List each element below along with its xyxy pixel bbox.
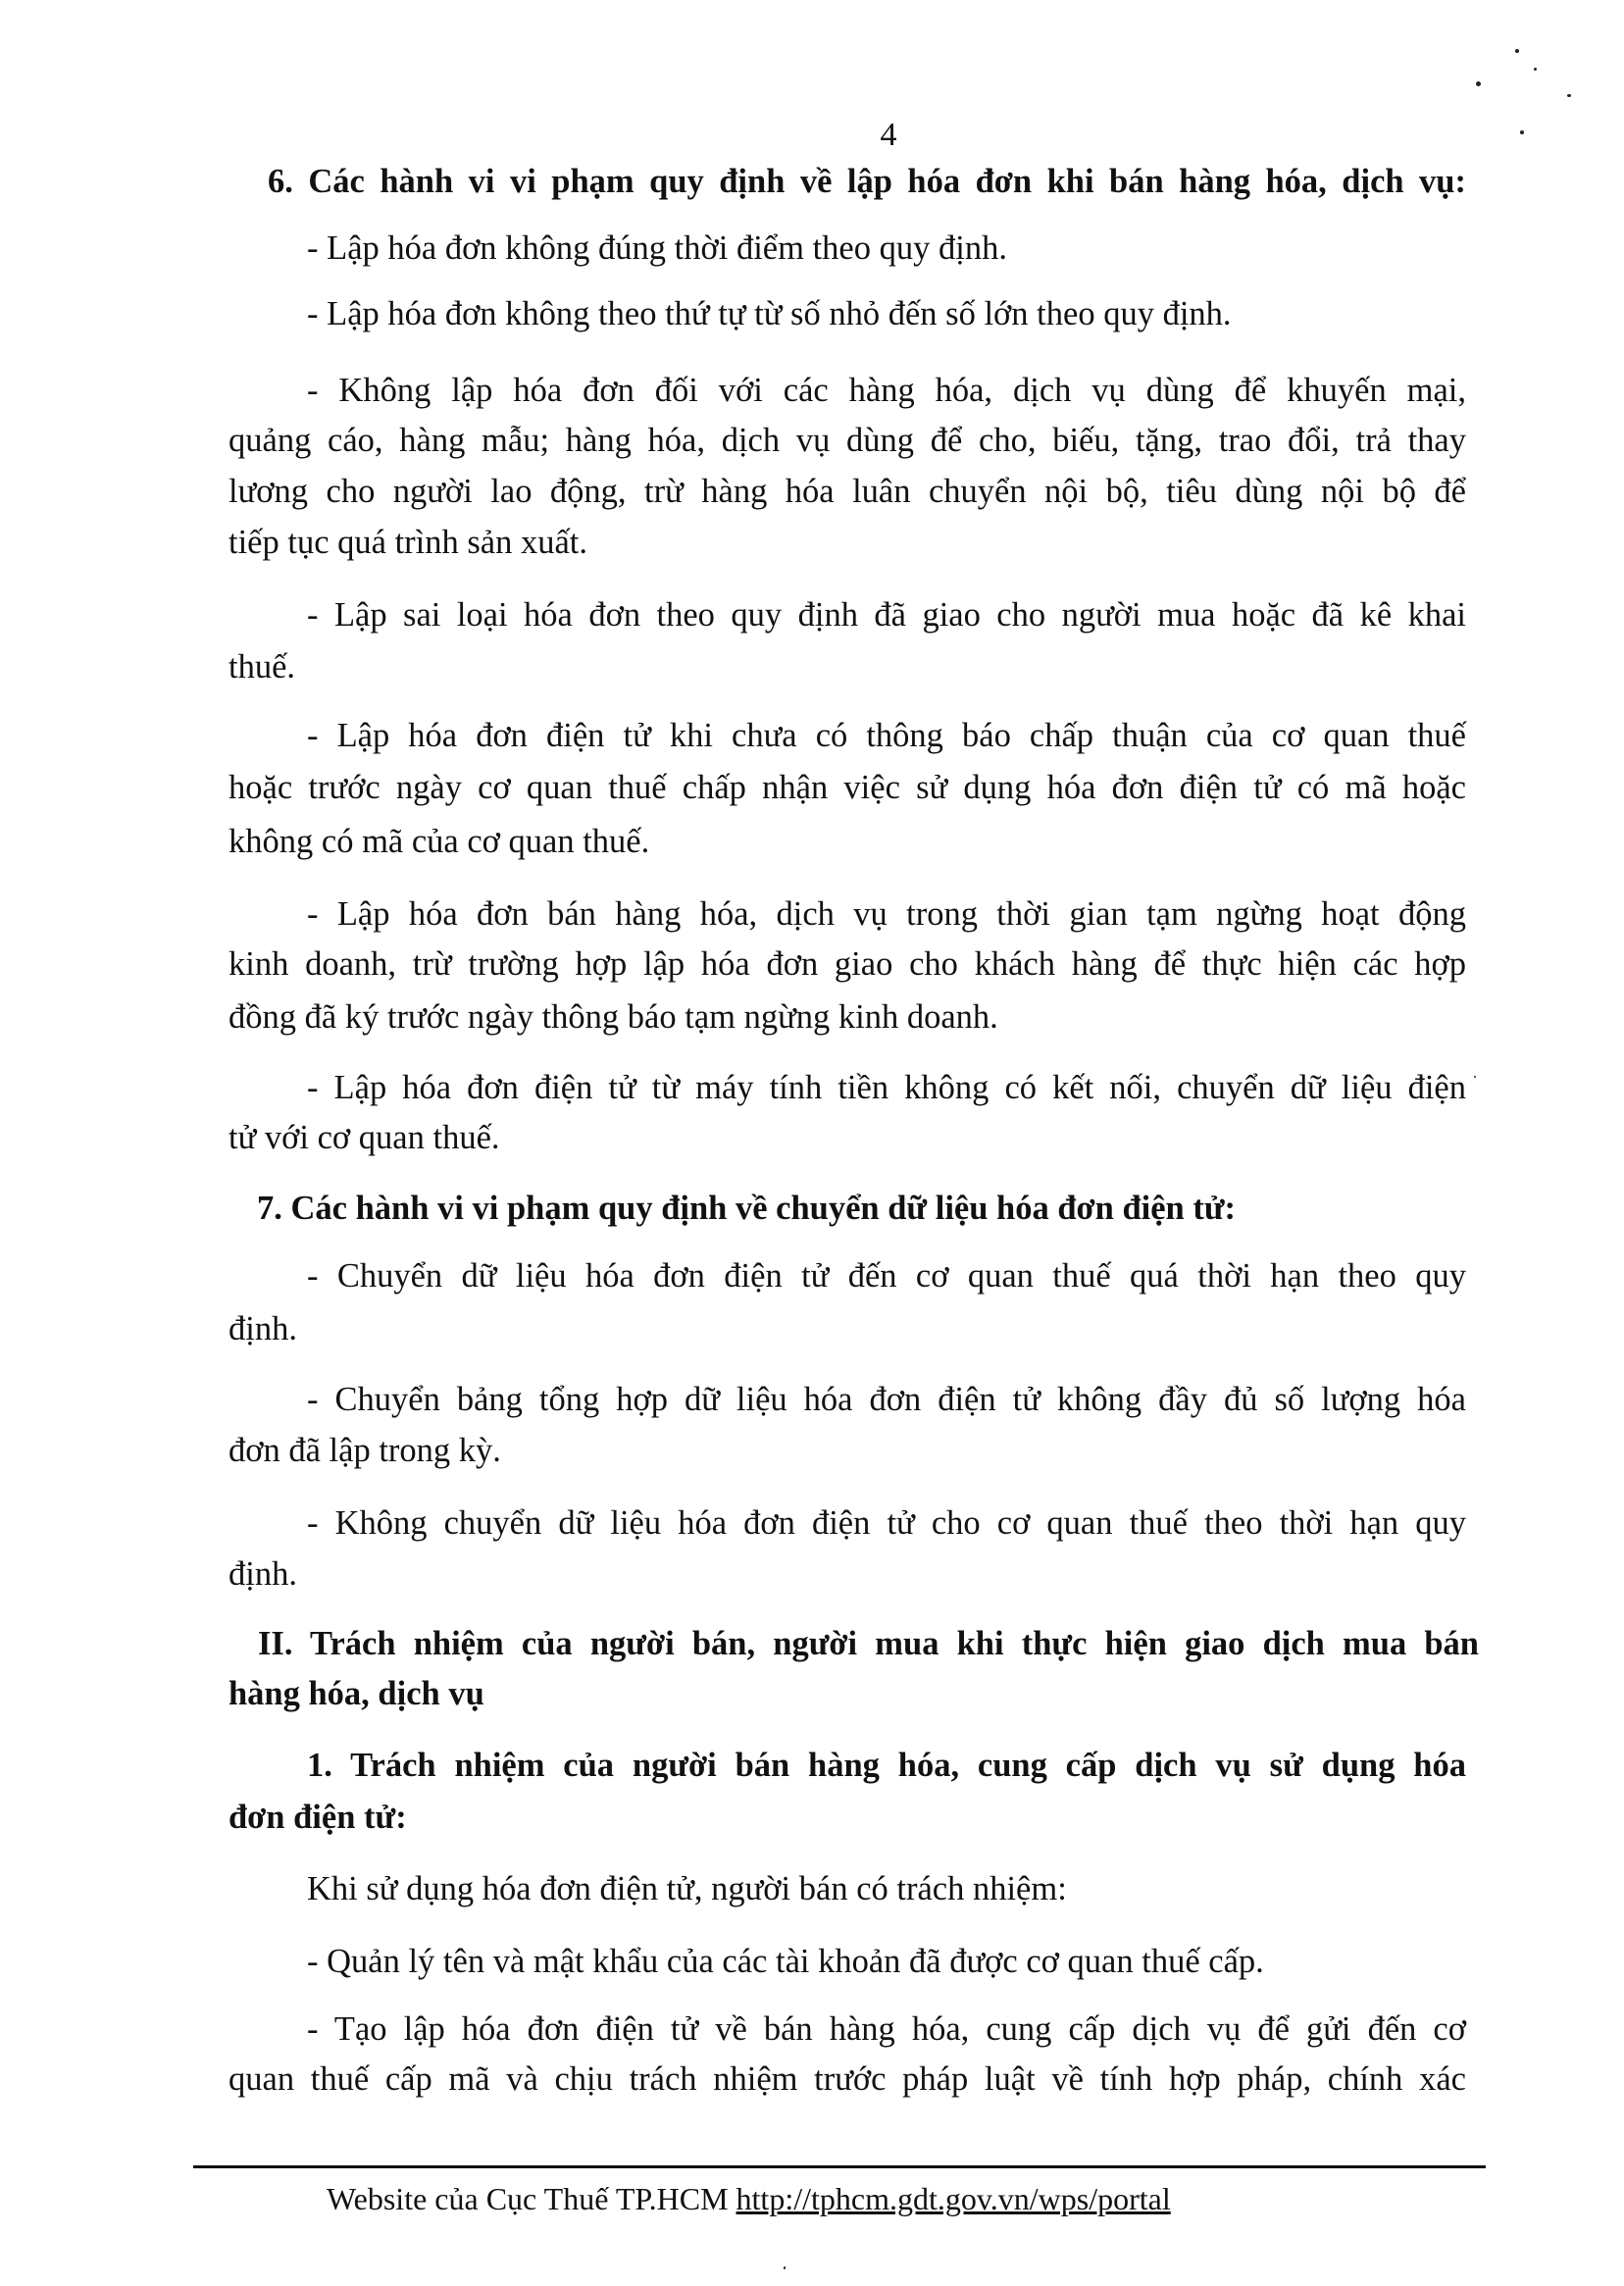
page-number: 4 (880, 117, 897, 153)
list-item: - Không chuyển dữ liệu hóa đơn điện tử cho cơ quan thuế theo thời hạn quy (307, 1504, 1466, 1542)
list-item: - Chuyển bảng tổng hợp dữ liệu hóa đơn điện tử không đầy đủ số lượng hóa (307, 1381, 1466, 1418)
section-7-heading: 7. Các hành vi vi phạm quy định về chuyển dữ liệu hóa đơn điện tử: (257, 1190, 1237, 1227)
scan-speck (1520, 130, 1524, 134)
section-6-heading: 6. Các hành vi vi phạm quy định về lập hóa đơn khi bán hàng hóa, dịch vụ: (268, 163, 1466, 200)
subsection-1-heading-continuation: đơn điện tử: (228, 1799, 407, 1836)
scan-speck (1534, 68, 1537, 71)
intro-text: Khi sử dụng hóa đơn điện tử, người bán có trách nhiệm: (307, 1870, 1067, 1907)
list-item-continuation: thuế. (228, 648, 296, 686)
list-item-continuation: quảng cáo, hàng mẫu; hàng hóa, dịch vụ dùng để cho, biếu, tặng, trao đổi, trả thay (228, 422, 1466, 459)
scan-speck (1474, 1076, 1476, 1078)
scan-speck (1476, 81, 1481, 86)
list-item: - Lập sai loại hóa đơn theo quy định đã giao cho người mua hoặc đã kê khai (307, 596, 1466, 634)
list-item: - Lập hóa đơn bán hàng hóa, dịch vụ trong thời gian tạm ngừng hoạt động (307, 895, 1466, 933)
scan-speck (1567, 94, 1571, 97)
list-item: - Lập hóa đơn không đúng thời điểm theo quy định. (307, 229, 1007, 267)
footer-website-link[interactable]: http://tphcm.gdt.gov.vn/wps/portal (736, 2181, 1171, 2216)
list-item: - Lập hóa đơn điện tử từ máy tính tiền không có kết nối, chuyển dữ liệu điện (307, 1069, 1466, 1106)
scan-speck (784, 2266, 786, 2269)
list-item-continuation: không có mã của cơ quan thuế. (228, 823, 650, 860)
list-item-continuation: hoặc trước ngày cơ quan thuế chấp nhận việc sử dụng hóa đơn điện tử có mã hoặc (228, 769, 1466, 806)
list-item-continuation: đồng đã ký trước ngày thông báo tạm ngừng kinh doanh. (228, 998, 998, 1036)
list-item: - Tạo lập hóa đơn điện tử về bán hàng hóa, cung cấp dịch vụ để gửi đến cơ (307, 2010, 1466, 2048)
list-item: - Lập hóa đơn điện tử khi chưa có thông báo chấp thuận của cơ quan thuế (307, 717, 1466, 754)
list-item-continuation: tiếp tục quá trình sản xuất. (228, 524, 587, 561)
list-item-continuation: lương cho người lao động, trừ hàng hóa luân chuyển nội bộ, tiêu dùng nội bộ để (228, 473, 1466, 510)
scan-speck (1515, 49, 1519, 53)
section-II-heading: II. Trách nhiệm của người bán, người mua khi thực hiện giao dịch mua bán (258, 1625, 1479, 1662)
list-item-continuation: định. (228, 1310, 297, 1347)
footer (327, 2179, 1171, 2218)
list-item-continuation: kinh doanh, trừ trường hợp lập hóa đơn giao cho khách hàng để thực hiện các hợp (228, 945, 1466, 983)
list-item: - Chuyển dữ liệu hóa đơn điện tử đến cơ quan thuế quá thời hạn theo quy (307, 1257, 1466, 1295)
subsection-1-heading: 1. Trách nhiệm của người bán hàng hóa, cung cấp dịch vụ sử dụng hóa (307, 1747, 1466, 1784)
section-II-heading-continuation: hàng hóa, dịch vụ (228, 1675, 484, 1712)
footer-text: Website của Cục Thuế TP.HCM (327, 2181, 736, 2216)
list-item: - Quản lý tên và mật khẩu của các tài khoản đã được cơ quan thuế cấp. (307, 1943, 1264, 1980)
list-item-continuation: đơn đã lập trong kỳ. (228, 1432, 501, 1469)
list-item: - Không lập hóa đơn đối với các hàng hóa, dịch vụ dùng để khuyến mại, (307, 372, 1466, 409)
list-item-continuation: quan thuế cấp mã và chịu trách nhiệm trước pháp luật về tính hợp pháp, chính xác (228, 2060, 1466, 2098)
list-item-continuation: tử với cơ quan thuế. (228, 1119, 500, 1156)
list-item: - Lập hóa đơn không theo thứ tự từ số nhỏ đến số lớn theo quy định. (307, 295, 1232, 332)
list-item-continuation: định. (228, 1555, 297, 1593)
footer-divider (193, 2165, 1486, 2168)
